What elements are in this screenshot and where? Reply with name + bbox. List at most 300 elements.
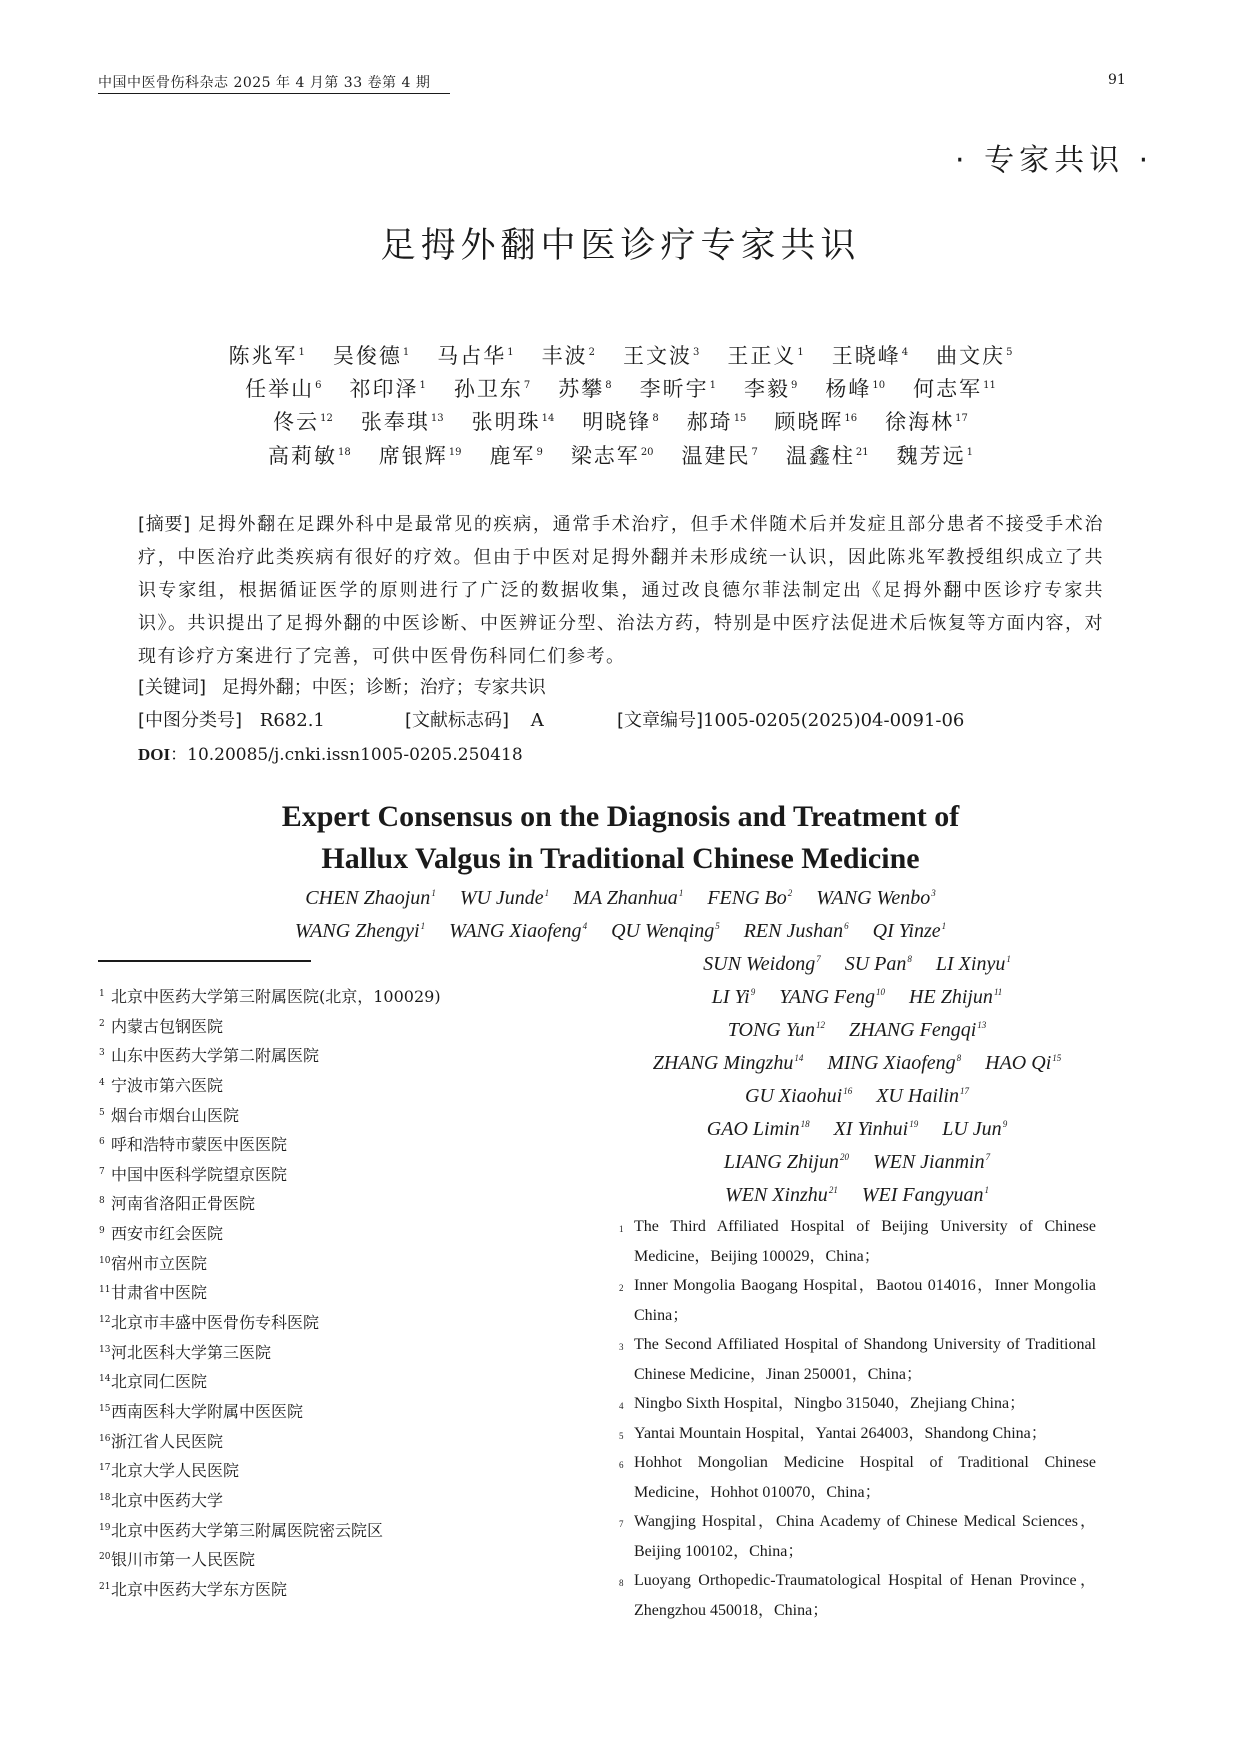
author-affiliation-mark: 1	[420, 921, 426, 931]
affiliation-number: 21	[99, 1581, 111, 1592]
author	[571, 444, 654, 468]
author-affiliation-mark: 17	[955, 413, 968, 424]
author-affiliation-mark: 8	[907, 954, 912, 964]
author	[832, 344, 908, 368]
keywords	[138, 673, 546, 699]
author-name: QI Yinze	[872, 920, 941, 942]
author-name: WANG Wenbo	[816, 887, 931, 909]
author-affiliation-mark: 16	[843, 1086, 853, 1096]
author	[834, 1118, 919, 1140]
doc-code-label: [文献标志码]	[405, 710, 510, 731]
author-name: WEN Xinzhu	[725, 1184, 828, 1206]
author-name: HAO Qi	[985, 1052, 1052, 1074]
affiliation-cn-item	[98, 1573, 441, 1603]
author-affiliation-mark: 19	[909, 1119, 919, 1129]
affiliation-number: 10	[99, 1255, 111, 1266]
affiliation-cn-item	[98, 1454, 441, 1484]
author-affiliation-mark: 6	[315, 380, 322, 391]
author	[909, 986, 1002, 1008]
footnote-rule	[98, 960, 311, 962]
author	[460, 887, 549, 909]
authors-cn-line-4	[0, 440, 1241, 470]
author	[942, 1118, 1007, 1140]
affiliation-text: 浙江省人民医院	[111, 1431, 224, 1451]
author-name: 顾晓晖	[774, 410, 844, 434]
abstract	[138, 508, 1104, 673]
affiliation-number: 14	[99, 1374, 111, 1385]
author	[653, 1052, 804, 1074]
affiliation-number: 1	[99, 989, 105, 999]
doi	[138, 740, 523, 765]
authors-cn-line-1	[0, 340, 1241, 370]
author	[379, 444, 462, 468]
author-affiliation-mark: 5	[1006, 347, 1013, 358]
author	[229, 344, 305, 368]
affiliation-cn-item	[98, 1276, 441, 1306]
author	[873, 920, 946, 942]
author	[489, 444, 542, 468]
affiliation-number: 8	[619, 1578, 624, 1588]
author	[245, 377, 321, 401]
affiliation-number: 3	[99, 1048, 105, 1059]
affiliation-cn-item	[98, 1484, 441, 1514]
author-name: 郝琦	[686, 410, 733, 434]
author-name: 张明珠	[471, 410, 541, 434]
author-name: SUN Weidong	[703, 953, 816, 975]
author-name: WU Junde	[459, 887, 544, 909]
author	[350, 377, 426, 401]
author-name: 梁志军	[570, 444, 640, 468]
author-affiliation-mark: 5	[715, 921, 720, 931]
author-affiliation-mark: 1	[966, 447, 974, 458]
affiliation-text: 宿州市立医院	[111, 1253, 208, 1273]
affiliation-text: 烟台市烟台山医院	[111, 1105, 240, 1125]
author	[936, 953, 1011, 975]
affiliation-text: Hohhot Mongolian Medicine Hospital of Traditional Chinese Medicine，Hohhot 010070，China；	[634, 1454, 1096, 1501]
author-name: 明晓锋	[582, 410, 652, 434]
affiliation-number: 7	[619, 1519, 624, 1529]
author-name: 鹿军	[489, 444, 536, 468]
abstract-label: [摘要]	[138, 514, 191, 535]
author-affiliation-mark: 12	[320, 413, 333, 424]
affiliation-number: 12	[99, 1315, 111, 1326]
author-name: WEI Fangyuan	[861, 1184, 984, 1206]
title-cn: 足拇外翻中医诊疗专家共识	[380, 226, 861, 266]
author-affiliation-mark: 19	[448, 447, 462, 458]
author-affiliation-mark: 15	[733, 413, 747, 424]
affiliation-en-item	[618, 1330, 1096, 1389]
author-affiliation-mark: 1	[709, 380, 717, 391]
affiliation-text: 河南省洛阳正骨医院	[111, 1194, 256, 1214]
affiliation-number: 5	[619, 1430, 624, 1441]
affiliation-en-item	[618, 1212, 1096, 1271]
author-affiliation-mark: 18	[337, 447, 351, 458]
affiliation-number: 20	[99, 1552, 111, 1563]
author	[273, 410, 333, 434]
author-name: 佟云	[273, 410, 320, 434]
author-name: MING Xiaofeng	[827, 1052, 956, 1074]
author	[876, 1085, 969, 1107]
affiliation-cn-item	[98, 1395, 441, 1425]
author	[728, 1019, 825, 1041]
author	[862, 1184, 989, 1206]
author	[623, 344, 699, 368]
author-name: 张奉琪	[360, 410, 430, 434]
affiliation-number: 3	[619, 1342, 624, 1352]
author-affiliation-mark: 6	[844, 921, 849, 931]
author-name: LIANG Zhijun	[723, 1151, 839, 1173]
keywords-label: [关键词]	[138, 677, 207, 698]
affiliation-text: 北京中医药大学第三附属医院密云院区	[111, 1520, 384, 1540]
author-name: 孙卫东	[453, 377, 523, 401]
author-name: WANG Xiaofeng	[449, 920, 582, 942]
article-number-value: 1005-0205(2025)04-0091-06	[703, 710, 965, 731]
title-en-line-2: Hallux Valgus in Traditional Chinese Medicine	[321, 842, 920, 875]
affiliation-text: Ningbo Sixth Hospital，Ningbo 315040，Zhejiang China；	[634, 1395, 1026, 1412]
author-affiliation-mark: 13	[977, 1020, 987, 1030]
affiliation-cn-item	[98, 1128, 441, 1158]
author-name: 何志军	[913, 377, 983, 401]
author-name: XU Hailin	[876, 1085, 959, 1107]
doc-code-value: A	[530, 710, 544, 731]
affiliation-number: 7	[99, 1166, 105, 1177]
affiliation-number: 6	[99, 1137, 105, 1148]
author	[454, 377, 530, 401]
author-affiliation-mark: 1	[507, 347, 514, 358]
author-name: 丰波	[541, 344, 588, 368]
author-name: 徐海林	[885, 410, 955, 434]
author-name: 王正义	[727, 344, 797, 368]
affiliation-number: 2	[619, 1283, 624, 1293]
author-affiliation-mark: 20	[839, 1152, 849, 1162]
author-affiliation-mark: 3	[931, 888, 936, 898]
author	[913, 377, 996, 401]
article-number-label: [文章编号]	[617, 710, 704, 731]
author	[849, 1019, 986, 1041]
author	[582, 410, 658, 434]
affiliation-number: 5	[99, 1107, 105, 1118]
author-name: GU Xiaohui	[745, 1085, 843, 1107]
doi-label: DOI	[138, 745, 171, 764]
affiliation-text: 中国中医科学院望京医院	[111, 1164, 288, 1184]
authors-cn-line-2	[0, 373, 1241, 403]
authors-en-line-7	[612, 1085, 1102, 1108]
author-affiliation-mark: 1	[941, 921, 947, 931]
affiliation-number: 11	[99, 1285, 111, 1296]
author-name: ZHANG Fengqi	[849, 1019, 977, 1041]
author-affiliation-mark: 9	[1002, 1119, 1008, 1129]
affiliation-en-item	[618, 1389, 1096, 1419]
author	[725, 1184, 838, 1206]
author-name: 温鑫柱	[785, 444, 855, 468]
author	[727, 344, 803, 368]
author-affiliation-mark: 13	[430, 413, 444, 424]
author	[573, 887, 683, 909]
affiliation-cn-item	[98, 1010, 441, 1040]
author	[873, 1151, 990, 1173]
affiliation-en-item	[618, 1419, 1096, 1449]
author	[707, 887, 792, 909]
affiliation-text: The Third Affiliated Hospital of Beijing University of Chinese Medicine，Beijing 100029，China；	[634, 1218, 1096, 1265]
affiliation-text: 西南医科大学附属中医医院	[111, 1401, 304, 1421]
author-affiliation-mark: 7	[751, 447, 758, 458]
author-affiliation-mark: 14	[541, 413, 555, 424]
affiliation-cn-item	[98, 1247, 441, 1277]
affiliation-text: 北京中医药大学东方医院	[111, 1579, 288, 1599]
author-affiliation-mark: 18	[800, 1119, 810, 1129]
author-name: 王晓峰	[831, 344, 901, 368]
author	[305, 887, 436, 909]
author	[936, 344, 1012, 368]
journal-header: 中国中医骨伤科杂志 2025 年 4 月第 33 卷第 4 期	[98, 75, 431, 91]
author	[707, 1118, 810, 1140]
affiliation-cn-item	[98, 1514, 441, 1544]
author-name: 吴俊德	[332, 344, 402, 368]
author-name: TONG Yun	[727, 1019, 816, 1041]
affiliation-text: The Second Affiliated Hospital of Shandong University of Traditional Chinese Medicine，Jinan 250001，China；	[634, 1336, 1096, 1383]
affiliation-text: 北京市丰盛中医骨伤专科医院	[111, 1313, 320, 1333]
author-affiliation-mark: 1	[431, 888, 436, 898]
author-affiliation-mark: 10	[872, 380, 886, 391]
author-affiliation-mark: 20	[640, 447, 654, 458]
abstract-text: 足拇外翻在足踝外科中是最常见的疾病，通常手术治疗，但手术伴随术后并发症且部分患者不接受手术治疗，中医治疗此类疾病有很好的疗效。但由于中医对足拇外翻并未形成统一认识，因此陈兆军教授组织成立了共识专家组，根据循证医学的原则进行了广泛的数据收集，通过改良德尔菲法制定出《足拇外翻中医诊疗专家共识》。共识提出了足拇外翻的中医诊断、中医辨证分型、治法方药，特别是中医疗法促进术后恢复等方面内容，对现有诊疗方案进行了完善，可供中医骨伤科同仁们参考。	[138, 514, 1104, 667]
document-code	[405, 706, 544, 732]
author	[333, 344, 409, 368]
authors-cn-line-3	[0, 406, 1241, 436]
author-affiliation-mark: 7	[816, 954, 821, 964]
author-name: QU Wenqing	[611, 920, 715, 942]
author-name: LI Xinyu	[935, 953, 1006, 975]
author-affiliation-mark: 9	[536, 447, 543, 458]
author	[885, 410, 968, 434]
author-name: FENG Bo	[707, 887, 787, 909]
author-affiliation-mark: 11	[993, 987, 1003, 997]
author	[703, 953, 821, 975]
author-name: 魏芳远	[896, 444, 966, 468]
author-name: 王文波	[623, 344, 692, 368]
author-affiliation-mark: 1	[402, 347, 410, 358]
author	[827, 1052, 961, 1074]
affiliation-text: 甘肃省中医院	[111, 1283, 208, 1303]
affiliation-en-item	[618, 1507, 1096, 1566]
affiliation-text: 银川市第一人民医院	[111, 1550, 256, 1570]
author-affiliation-mark: 10	[876, 987, 886, 997]
author-affiliation-mark: 4	[582, 921, 588, 931]
author	[558, 377, 611, 401]
affiliation-cn-item	[98, 1217, 441, 1247]
affiliation-cn-item	[98, 1543, 441, 1573]
author-name: GAO Limin	[706, 1118, 800, 1140]
author	[542, 344, 595, 368]
affiliation-text: 北京中医药大学	[111, 1490, 224, 1510]
clc-number	[138, 706, 325, 732]
author	[786, 444, 869, 468]
affiliation-text: Wangjing Hospital，China Academy of Chinese Medical Sciences，Beijing 100102，China；	[634, 1513, 1096, 1560]
author	[845, 953, 912, 975]
affiliation-text: 北京同仁医院	[111, 1372, 208, 1392]
author-affiliation-mark: 7	[985, 1152, 991, 1162]
affiliation-number: 19	[99, 1522, 111, 1533]
affiliation-cn-item	[98, 980, 441, 1010]
affiliation-cn-item	[98, 1099, 441, 1129]
author-affiliation-mark: 2	[787, 888, 793, 898]
author	[611, 920, 720, 942]
author-affiliation-mark: 8	[956, 1053, 962, 1063]
authors-en-line-6	[612, 1052, 1102, 1075]
author-name: 李毅	[744, 377, 791, 401]
affiliation-cn-item	[98, 1069, 441, 1099]
affiliations-en	[618, 1212, 1096, 1625]
affiliation-number: 18	[99, 1492, 111, 1503]
authors-en-line-3	[612, 953, 1102, 976]
article-number	[617, 706, 964, 732]
author-name: 杨峰	[825, 377, 872, 401]
author-affiliation-mark: 4	[901, 347, 909, 358]
affiliation-text: 山东中医药大学第二附属医院	[111, 1046, 320, 1066]
affiliation-en-item	[618, 1448, 1096, 1507]
author	[774, 410, 857, 434]
author-affiliation-mark: 11	[983, 380, 996, 391]
author	[779, 986, 885, 1008]
affiliation-text: 北京中医药大学第三附属医院(北京，100029)	[111, 987, 441, 1006]
author	[744, 920, 849, 942]
author-name: WEN Jianmin	[872, 1151, 985, 1173]
author-name: YANG Feng	[779, 986, 876, 1008]
affiliation-en-item	[618, 1271, 1096, 1330]
affiliation-number: 2	[99, 1018, 105, 1029]
affiliation-text: 河北医科大学第三医院	[111, 1342, 272, 1362]
doi-value: ：10.20085/j.cnki.issn1005-0205.250418	[170, 745, 523, 765]
affiliation-cn-item	[98, 1425, 441, 1455]
affiliation-cn-item	[98, 1306, 441, 1336]
author-name: LI Yi	[711, 986, 750, 1008]
affiliation-text: 呼和浩特市蒙医中医医院	[111, 1135, 288, 1155]
author-name: SU Pan	[844, 953, 907, 975]
affiliation-number: 4	[99, 1077, 105, 1088]
author	[985, 1052, 1061, 1074]
author-name: 陈兆军	[228, 344, 298, 368]
author-name: REN Jushan	[743, 920, 844, 942]
affiliations-cn	[98, 980, 441, 1602]
author	[744, 377, 797, 401]
title-en-line-1: Expert Consensus on the Diagnosis and Treatment of	[281, 800, 960, 833]
author-affiliation-mark: 8	[652, 413, 659, 424]
author-name: 席银辉	[378, 444, 448, 468]
author-affiliation-mark: 17	[960, 1086, 969, 1096]
affiliation-number: 1	[619, 1224, 624, 1234]
affiliation-number: 6	[619, 1460, 624, 1470]
affiliation-text: 宁波市第六医院	[111, 1075, 224, 1095]
author-name: HE Zhijun	[909, 986, 993, 1008]
author-name: LU Jun	[942, 1118, 1002, 1140]
author	[897, 444, 973, 468]
column-tag: · 专家共识 ·	[955, 143, 1154, 178]
author-name: 高莉敏	[267, 444, 337, 468]
author	[268, 444, 351, 468]
authors-en-line-4	[612, 986, 1102, 1009]
author-name: 马占华	[437, 344, 507, 368]
author-affiliation-mark: 14	[794, 1053, 804, 1063]
author	[295, 920, 425, 942]
author-affiliation-mark: 3	[693, 347, 700, 358]
author-name: ZHANG Mingzhu	[652, 1052, 794, 1074]
authors-en-line-9	[612, 1151, 1102, 1174]
affiliation-cn-item	[98, 1187, 441, 1217]
author	[449, 920, 587, 942]
affiliation-number: 15	[99, 1403, 111, 1414]
affiliation-text: Luoyang Orthopedic-Traumatological Hospital of Henan Province，Zhengzhou 450018，China；	[634, 1572, 1096, 1619]
author-name: 曲文庆	[936, 344, 1006, 368]
author-affiliation-mark: 8	[605, 380, 612, 391]
affiliation-text: Inner Mongolia Baogang Hospital，Baotou 014016，Inner Mongolia China；	[634, 1277, 1096, 1324]
author-affiliation-mark: 1	[984, 1185, 989, 1195]
affiliation-cn-item	[98, 1336, 441, 1366]
author	[640, 377, 716, 401]
authors-en-line-5	[612, 1019, 1102, 1042]
affiliation-number: 9	[99, 1226, 105, 1237]
author-affiliation-mark: 15	[1052, 1053, 1062, 1063]
author	[816, 887, 935, 909]
author-affiliation-mark: 7	[523, 380, 531, 391]
author-name: XI Yinhui	[833, 1118, 909, 1140]
author	[825, 377, 885, 401]
page-number: 91	[1108, 72, 1126, 88]
authors-en-line-10	[612, 1184, 1102, 1207]
affiliation-number: 13	[99, 1344, 111, 1355]
affiliation-text: 北京大学人民医院	[111, 1461, 240, 1481]
affiliation-number: 4	[619, 1401, 624, 1411]
keywords-text: 足拇外翻；中医；诊断；治疗；专家共识	[221, 677, 546, 698]
author-affiliation-mark: 1	[419, 380, 426, 391]
author-name: MA Zhanhua	[573, 887, 678, 909]
affiliation-number: 17	[99, 1463, 111, 1474]
author-affiliation-mark: 1	[544, 888, 550, 898]
author	[682, 444, 758, 468]
author-affiliation-mark: 12	[816, 1020, 826, 1030]
author	[724, 1151, 849, 1173]
author-name: 温建民	[681, 444, 751, 468]
affiliation-text: 内蒙古包钢医院	[111, 1016, 224, 1036]
author-name: 苏攀	[558, 377, 605, 401]
author-name: 李昕宇	[639, 377, 709, 401]
author-name: 任举山	[245, 377, 315, 401]
affiliation-number: 8	[99, 1196, 105, 1207]
authors-en-line-1	[0, 887, 1241, 910]
author-name: CHEN Zhaojun	[305, 887, 431, 909]
author	[437, 344, 513, 368]
author-affiliation-mark: 1	[298, 347, 305, 358]
affiliation-number: 16	[99, 1433, 111, 1444]
authors-en-line-2	[0, 920, 1241, 943]
affiliation-en-item	[618, 1566, 1096, 1625]
author	[712, 986, 755, 1008]
author-affiliation-mark: 21	[855, 447, 869, 458]
affiliation-text: Yantai Mountain Hospital，Yantai 264003，Shandong China；	[634, 1424, 1047, 1442]
author-name: 祁印泽	[349, 377, 419, 401]
author-affiliation-mark: 1	[678, 888, 684, 898]
author-affiliation-mark: 9	[791, 380, 798, 391]
affiliation-cn-item	[98, 1365, 441, 1395]
author-affiliation-mark: 21	[828, 1185, 838, 1195]
clc-label: [中图分类号]	[138, 710, 243, 731]
author-affiliation-mark: 16	[844, 413, 858, 424]
author	[361, 410, 444, 434]
clc-value: R682.1	[259, 710, 325, 731]
author-affiliation-mark: 9	[750, 987, 756, 997]
author-name: WANG Zhengyi	[294, 920, 420, 942]
affiliation-cn-item	[98, 1158, 441, 1188]
author-affiliation-mark: 1	[1006, 954, 1011, 964]
